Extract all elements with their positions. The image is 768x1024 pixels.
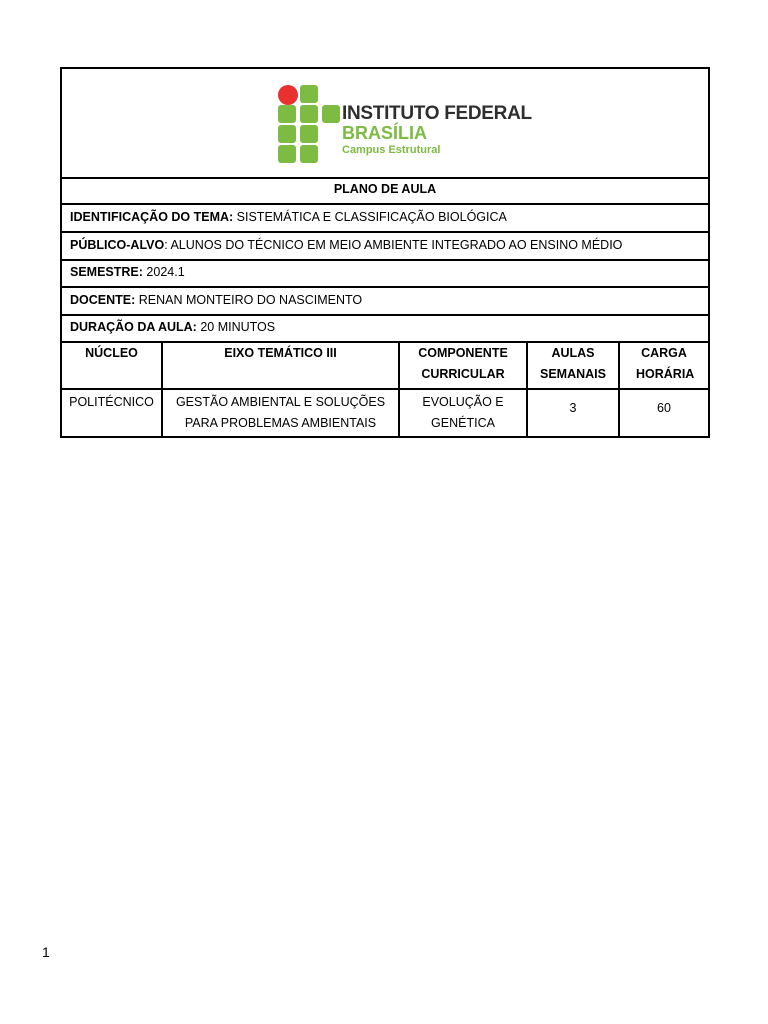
logo-line-2: BRASÍLIA	[342, 123, 427, 143]
logo-square	[322, 105, 340, 123]
field-row-semestre	[62, 260, 708, 288]
field-label: DOCENTE:	[70, 293, 136, 307]
field-value: : ALUNOS DO TÉCNICO EM MEIO AMBIENTE INTEGRADO AO ENSINO MÉDIO	[164, 238, 623, 252]
field-value: 20 MINUTOS	[196, 320, 276, 334]
logo-square	[300, 105, 318, 123]
table-header: NÚCLEO	[62, 343, 161, 390]
field-value: 2024.1	[142, 265, 185, 279]
table-header: EIXO TEMÁTICO III	[163, 343, 398, 390]
field-row-publico	[62, 233, 708, 261]
column-componente	[400, 343, 528, 438]
table-cell: 3	[569, 401, 577, 415]
field-row-tema	[62, 205, 708, 233]
curriculum-table	[62, 343, 708, 438]
table-header: AULAS SEMANAIS	[528, 343, 618, 390]
logo-line-1: INSTITUTO FEDERAL	[342, 103, 532, 124]
field-label: SEMESTRE:	[70, 265, 143, 279]
column-aulas	[528, 343, 620, 438]
table-header: CARGA HORÁRIA	[620, 343, 708, 390]
logo-square	[300, 85, 318, 103]
table-header: COMPONENTE CURRICULAR	[400, 343, 526, 390]
column-nucleo	[62, 343, 163, 438]
logo-header	[62, 69, 708, 179]
logo-square	[300, 125, 318, 143]
field-row-docente	[62, 288, 708, 316]
institution-logo	[278, 85, 538, 165]
table-cell: EVOLUÇÃO E GENÉTICA	[422, 395, 504, 430]
field-label: IDENTIFICAÇÃO DO TEMA:	[70, 210, 234, 224]
field-row-duracao	[62, 315, 708, 343]
logo-square	[278, 125, 296, 143]
column-carga	[620, 343, 708, 438]
field-label: PÚBLICO-ALVO	[70, 238, 165, 252]
field-label: DURAÇÃO DA AULA:	[70, 320, 197, 334]
logo-square	[300, 145, 318, 163]
table-cell: 60	[657, 401, 671, 415]
logo-square	[278, 105, 296, 123]
document-title: PLANO DE AULA	[62, 177, 708, 205]
lesson-plan-document	[60, 67, 710, 438]
logo-red-dot	[278, 85, 298, 105]
field-value: RENAN MONTEIRO DO NASCIMENTO	[135, 293, 363, 307]
page-number: 1	[42, 944, 50, 960]
column-eixo	[163, 343, 400, 438]
logo-line-3: Campus Estrutural	[342, 144, 441, 156]
field-value: SISTEMÁTICA E CLASSIFICAÇÃO BIOLÓGICA	[233, 210, 507, 224]
table-cell: POLITÉCNICO	[69, 395, 154, 409]
table-cell: GESTÃO AMBIENTAL E SOLUÇÕES PARA PROBLEMAS AMBIENTAIS	[175, 395, 386, 430]
logo-square	[278, 145, 296, 163]
